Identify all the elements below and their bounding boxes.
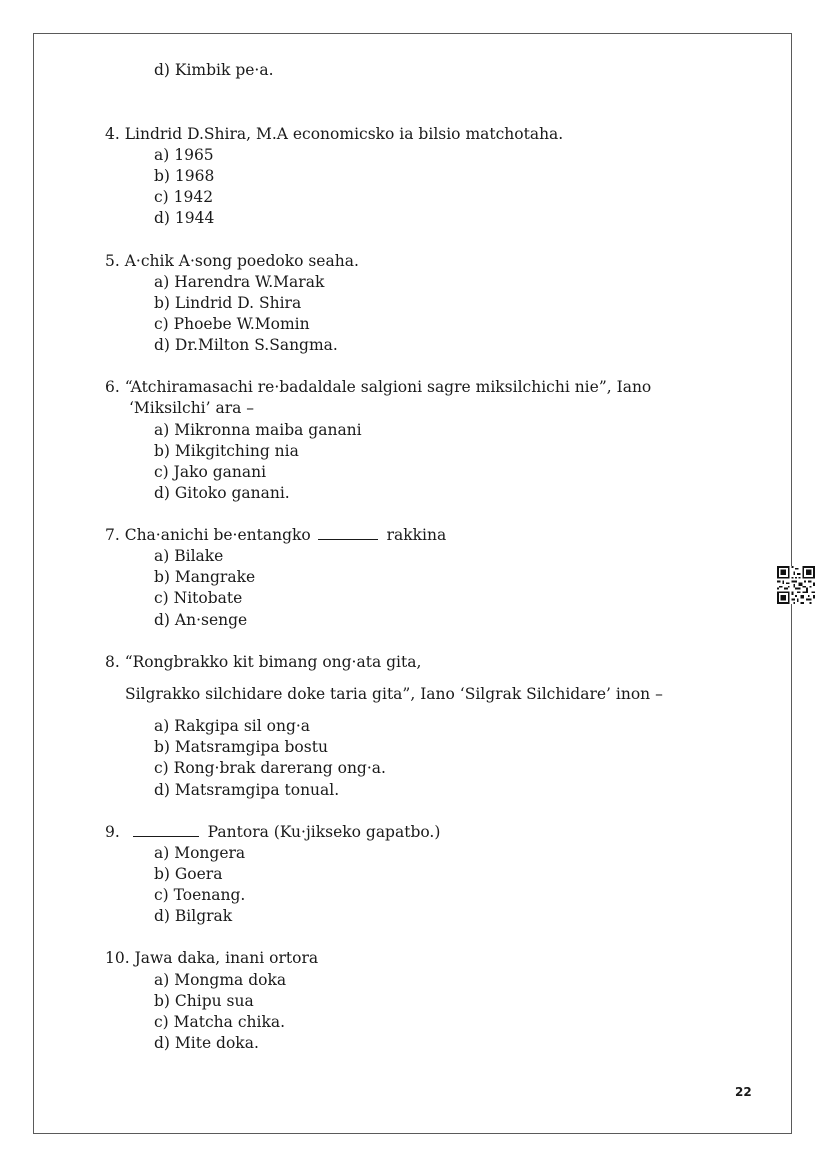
q8-option-b: b) Matsramgipa bostu xyxy=(154,738,328,756)
q8-option-a: a) Rakgipa sil ong·a xyxy=(154,717,311,735)
q8-option-d: d) Matsramgipa tonual. xyxy=(154,781,340,799)
q8-option-c: c) Rong·brak darerang ong·a. xyxy=(154,759,386,777)
q4-option-b: b) 1968 xyxy=(154,167,215,185)
question-4-stem: 4. Lindrid D.Shira, M.A economicsko ia bilsio matchotaha. xyxy=(105,125,564,143)
question-10-stem: 10. Jawa daka, inani ortora xyxy=(105,949,319,967)
question-7-stem xyxy=(105,526,446,544)
q10-option-d: d) Mite doka. xyxy=(154,1034,259,1052)
q5-option-a: a) Harendra W.Marak xyxy=(154,273,325,291)
q9-option-c: c) Toenang. xyxy=(154,886,246,904)
q4-option-c: c) 1942 xyxy=(154,188,214,206)
q7-option-c: c) Nitobate xyxy=(154,589,243,607)
q9-option-d: d) Bilgrak xyxy=(154,907,233,925)
qr-code-icon[interactable] xyxy=(777,566,815,604)
question-8-stem: 8. “Rongbrakko kit bimang ong·ata gita, xyxy=(105,653,422,671)
q7-option-b: b) Mangrake xyxy=(154,568,256,586)
q4-option-d: d) 1944 xyxy=(154,209,215,227)
q5-option-c: c) Phoebe W.Momin xyxy=(154,315,310,333)
question-6-stem: 6. “Atchiramasachi re·badaldale salgioni sagre miksilchichi nie”, Iano xyxy=(105,378,652,396)
q9-option-a: a) Mongera xyxy=(154,844,246,862)
q10-option-b: b) Chipu sua xyxy=(154,992,254,1010)
question-9-number: 9. xyxy=(105,823,120,841)
q6-option-c: c) Jako ganani xyxy=(154,463,267,481)
q7-option-d: d) An·senge xyxy=(154,611,248,629)
q4-option-a: a) 1965 xyxy=(154,146,214,164)
q6-option-a: a) Mikronna maiba ganani xyxy=(154,421,362,439)
question-5-stem: 5. A·chik A·song poedoko seaha. xyxy=(105,252,359,270)
question-6-stem-cont: ‘Miksilchi’ ara – xyxy=(129,399,255,417)
q7-option-a: a) Bilake xyxy=(154,547,224,565)
option-d-prev: d) Kimbik pe·a. xyxy=(154,61,274,79)
q9-option-b: b) Goera xyxy=(154,865,223,883)
q10-option-c: c) Matcha chika. xyxy=(154,1013,286,1031)
q5-option-b: b) Lindrid D. Shira xyxy=(154,294,302,312)
question-9-stem xyxy=(105,823,440,841)
q5-option-d: d) Dr.Milton S.Sangma. xyxy=(154,336,338,354)
question-7-stem-after: rakkina xyxy=(386,526,447,544)
q10-option-a: a) Mongma doka xyxy=(154,971,287,989)
answer-blank xyxy=(133,835,199,837)
question-9-stem-after: Pantora (Ku·jikseko gapatbo.) xyxy=(207,823,441,841)
q6-option-b: b) Mikgitching nia xyxy=(154,442,299,460)
page-number: 22 xyxy=(735,1085,752,1099)
page-border xyxy=(33,33,792,1134)
question-7-stem-before: 7. Cha·anichi be·entangko xyxy=(105,526,311,544)
q6-option-d: d) Gitoko ganani. xyxy=(154,484,290,502)
answer-blank xyxy=(318,538,378,540)
question-8-stem-cont: Silgrakko silchidare doke taria gita”, Iano ‘Silgrak Silchidare’ inon – xyxy=(125,685,663,703)
